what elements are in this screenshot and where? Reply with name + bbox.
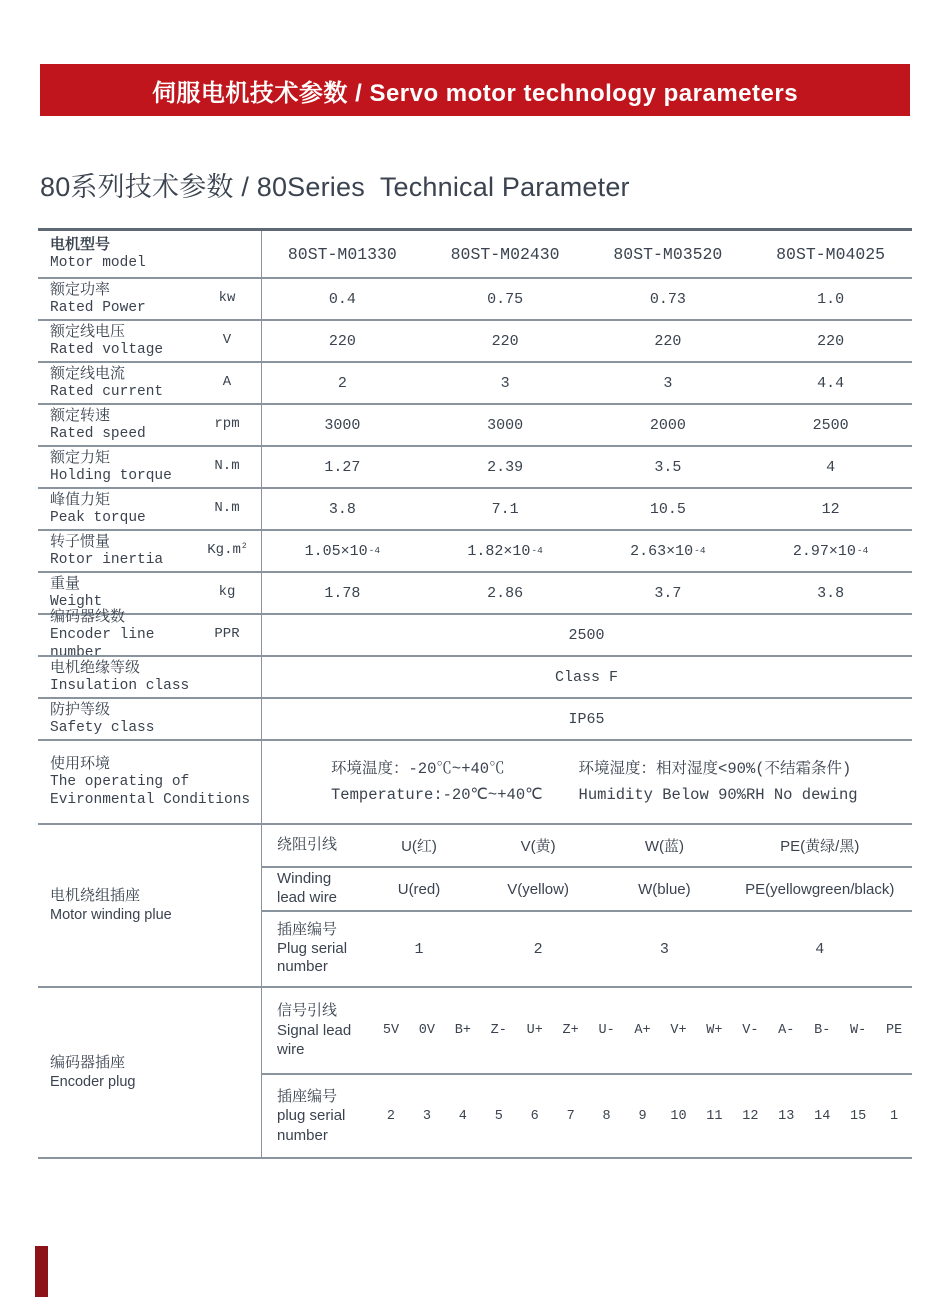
sub-row-label: 绕阻引线 bbox=[277, 836, 338, 854]
serial-value: 14 bbox=[814, 1108, 831, 1124]
row-label-cell bbox=[38, 531, 261, 571]
value-mantissa: 2.97×10 bbox=[792, 542, 856, 560]
winding-value: V(黄) bbox=[520, 838, 556, 855]
signal-value: V- bbox=[742, 1023, 759, 1038]
row-label-zh: 防护等级 bbox=[50, 700, 111, 718]
sub-row-label-en: Signal lead wire bbox=[277, 1021, 352, 1059]
row-label-en: Safety class bbox=[50, 720, 155, 737]
plug-serial-value: 3 bbox=[659, 940, 669, 958]
spec-row-rotor-inertia bbox=[38, 529, 912, 571]
value-cell: 3000 bbox=[487, 416, 524, 434]
humidity-zh: 环境湿度：相对湿度<90%(不结霜条件) bbox=[578, 760, 852, 779]
row-label-en: Rated current bbox=[50, 384, 164, 401]
spec-row-peak-torque bbox=[38, 487, 912, 529]
value-cell: 2 bbox=[337, 374, 347, 392]
footer-accent-bar bbox=[35, 1246, 48, 1297]
value-cell: 2.86 bbox=[487, 584, 524, 602]
encoder-rows bbox=[261, 988, 912, 1157]
row-label-en: Insulation class bbox=[50, 678, 190, 695]
serial-value: 10 bbox=[670, 1108, 687, 1124]
signal-value: Z+ bbox=[562, 1023, 579, 1038]
spec-row-rated-voltage bbox=[38, 319, 912, 361]
winding-value: V(yellow) bbox=[507, 880, 569, 898]
row-label-en: Peak torque bbox=[50, 510, 146, 527]
value-cell: 3.8 bbox=[817, 584, 845, 602]
signal-value: 0V bbox=[418, 1023, 435, 1038]
section-label-zh: 电机绕组插座 bbox=[50, 886, 141, 904]
row-label-en: The operating of Evironmental Conditions bbox=[50, 774, 251, 809]
winding-value: W(blue) bbox=[638, 880, 691, 898]
parameters-table bbox=[38, 228, 912, 1159]
serial-value: 3 bbox=[422, 1108, 431, 1124]
row-label-zh: 编码器线数 bbox=[50, 607, 126, 625]
value-cell: 2.63×10 -4 bbox=[630, 542, 706, 560]
row-label-en: Rated speed bbox=[50, 426, 146, 443]
section-label-en: Encoder plug bbox=[50, 1073, 136, 1090]
row-label-zh: 额定线电流 bbox=[50, 364, 126, 382]
row-label-cell bbox=[38, 321, 261, 361]
span-value-cell: Class F bbox=[554, 668, 618, 686]
row-unit bbox=[199, 542, 255, 560]
section-label-zh: 编码器插座 bbox=[50, 1053, 126, 1071]
spec-row-rated-speed bbox=[38, 403, 912, 445]
spec-row-rated-power bbox=[38, 277, 912, 319]
serial-value: 13 bbox=[778, 1108, 795, 1124]
row-label-en: Holding torque bbox=[50, 468, 172, 485]
row-label bbox=[50, 449, 199, 486]
banner-title: 伺服电机技术参数 / Servo motor technology parameters bbox=[151, 79, 799, 107]
winding-value: U(red) bbox=[397, 880, 441, 898]
row-unit: N.m bbox=[214, 458, 240, 475]
serial-value: 9 bbox=[638, 1108, 647, 1124]
row-label-zh: 电机绝缘等级 bbox=[50, 658, 141, 676]
plug-serial-value: 4 bbox=[815, 940, 825, 958]
winding-rows bbox=[261, 825, 912, 986]
signal-value: A+ bbox=[634, 1023, 651, 1038]
model-column-header: 80ST-M04025 bbox=[776, 244, 886, 264]
model-column-header: 80ST-M03520 bbox=[613, 244, 723, 264]
header-label-en: Motor model bbox=[50, 255, 146, 272]
signal-value: 5V bbox=[382, 1023, 400, 1038]
row-unit: N.m bbox=[214, 500, 240, 517]
value-cell: 220 bbox=[491, 332, 519, 350]
unit-superscript: 2 bbox=[241, 541, 247, 551]
row-label-cell bbox=[38, 699, 261, 739]
signal-value: PE bbox=[885, 1023, 903, 1038]
value-cell: 7.1 bbox=[491, 500, 519, 518]
value-cell: 10.5 bbox=[649, 500, 686, 518]
row-label-zh: 使用环境 bbox=[50, 754, 111, 772]
row-label bbox=[50, 701, 199, 738]
row-label-zh: 重量 bbox=[50, 574, 81, 592]
environment-row bbox=[38, 739, 912, 823]
row-label-zh: 峰值力矩 bbox=[50, 490, 111, 508]
serial-value: 12 bbox=[742, 1108, 759, 1124]
section-label-en: Motor winding plue bbox=[50, 906, 172, 923]
encoder-serial-row bbox=[261, 1073, 912, 1157]
value-cell: 220 bbox=[328, 332, 356, 350]
signal-value: Z- bbox=[490, 1023, 507, 1038]
signal-value: U- bbox=[598, 1023, 615, 1038]
serial-value: 1 bbox=[890, 1108, 899, 1124]
signal-value: B- bbox=[814, 1023, 831, 1038]
value-mantissa: 2.63×10 bbox=[630, 542, 694, 560]
signal-value: V+ bbox=[670, 1023, 687, 1038]
temperature-en: Temperature:-20℃~+40℃ bbox=[331, 785, 543, 804]
winding-value: U(红) bbox=[401, 838, 437, 855]
serial-value: 7 bbox=[566, 1108, 575, 1124]
humidity-en: Humidity Below 90%RH No dewing bbox=[578, 785, 858, 804]
serial-value: 6 bbox=[530, 1108, 539, 1124]
sub-row-label-zh: 插座编号 bbox=[277, 1087, 338, 1105]
spec-row-encoder-line-number bbox=[38, 607, 912, 662]
spec-row-rated-current bbox=[38, 361, 912, 403]
header-banner bbox=[40, 64, 910, 116]
row-label bbox=[50, 659, 199, 696]
sub-row-label bbox=[261, 1001, 373, 1060]
humidity-block bbox=[579, 759, 858, 804]
section-label-cell bbox=[38, 988, 261, 1157]
row-label-en: Encoder line number bbox=[50, 627, 155, 662]
signal-value: U+ bbox=[526, 1023, 543, 1038]
value-cell: 3.5 bbox=[654, 458, 682, 476]
row-label-zh: 转子惯量 bbox=[50, 532, 111, 550]
page-title: 80系列技术参数 / 80Series Technical Parameter bbox=[40, 172, 630, 202]
signal-value: A- bbox=[778, 1023, 795, 1038]
winding-wire-zh-row bbox=[261, 825, 912, 866]
row-label bbox=[50, 575, 199, 612]
temperature-block bbox=[331, 759, 543, 804]
value-mantissa: 1.82×10 bbox=[467, 542, 531, 560]
row-label-cell bbox=[38, 657, 261, 697]
header-label-zh: 电机型号 bbox=[50, 235, 111, 253]
value-cell: 220 bbox=[817, 332, 845, 350]
value-cell: 12 bbox=[821, 500, 840, 518]
row-label-en: Weight bbox=[50, 594, 103, 611]
row-label bbox=[50, 365, 199, 402]
signal-value: W+ bbox=[706, 1023, 723, 1038]
row-unit: rpm bbox=[214, 416, 240, 433]
serial-value: 11 bbox=[706, 1108, 723, 1124]
model-column-header: 80ST-M01330 bbox=[287, 244, 397, 264]
row-unit: V bbox=[222, 332, 232, 349]
signal-value: W- bbox=[850, 1023, 867, 1038]
winding-value: W(蓝) bbox=[644, 838, 684, 855]
sub-row-label: Winding lead wire bbox=[277, 870, 338, 906]
value-cell: 2500 bbox=[812, 416, 849, 434]
row-label-zh: 额定转速 bbox=[50, 406, 111, 424]
winding-value: PE(yellowgreen/black) bbox=[745, 880, 895, 898]
row-label-zh: 额定力矩 bbox=[50, 448, 111, 466]
sub-row-label-zh: 插座编号 bbox=[277, 920, 338, 938]
value-cell: 3.8 bbox=[328, 500, 356, 518]
value-cell: 0.73 bbox=[649, 290, 686, 308]
unit-base: Kg.m bbox=[207, 542, 241, 559]
value-cell: 3.7 bbox=[654, 584, 682, 602]
sub-row-label-en: plug serial number bbox=[277, 1107, 346, 1144]
value-cell: 1.0 bbox=[817, 290, 845, 308]
plug-serial-value: 1 bbox=[414, 940, 424, 958]
value-cell: 3 bbox=[500, 374, 510, 392]
serial-value: 5 bbox=[494, 1108, 503, 1124]
row-unit: kg bbox=[218, 584, 236, 601]
value-cell: 4 bbox=[826, 458, 836, 476]
row-label bbox=[50, 281, 199, 318]
winding-wire-en-row bbox=[261, 866, 912, 910]
row-label-cell bbox=[38, 741, 261, 823]
signal-lead-wire-row bbox=[261, 988, 912, 1073]
value-cell: 1.82×10 -4 bbox=[467, 542, 543, 560]
value-cell: 2000 bbox=[649, 416, 686, 434]
value-cell: 220 bbox=[654, 332, 682, 350]
winding-value: PE(黄绿/黑) bbox=[780, 838, 860, 855]
row-label-en: Rated Power bbox=[50, 300, 146, 317]
row-label-zh: 额定功率 bbox=[50, 280, 111, 298]
sub-row-label bbox=[261, 921, 363, 977]
row-unit: PPR bbox=[214, 626, 240, 643]
value-cell: 3 bbox=[663, 374, 673, 392]
value-cell: 4.4 bbox=[817, 374, 845, 392]
value-cell: 3000 bbox=[324, 416, 361, 434]
table-header-row bbox=[38, 231, 912, 277]
plug-serial-value: 2 bbox=[533, 940, 543, 958]
value-cell: 0.75 bbox=[487, 290, 524, 308]
row-label-cell bbox=[38, 279, 261, 319]
row-unit: A bbox=[222, 374, 232, 391]
table-vertical-divider bbox=[261, 231, 262, 1157]
spec-row-holding-torque bbox=[38, 445, 912, 487]
row-label-cell bbox=[38, 405, 261, 445]
row-label bbox=[50, 491, 199, 528]
value-cell: 1.78 bbox=[324, 584, 361, 602]
value-cell: 1.05×10 -4 bbox=[304, 542, 381, 560]
value-cell: 2.97×10 -4 bbox=[792, 542, 869, 560]
motor-winding-section bbox=[38, 823, 912, 986]
row-label-zh: 额定线电压 bbox=[50, 322, 126, 340]
row-label bbox=[50, 407, 199, 444]
span-value-cell: 2500 bbox=[568, 626, 605, 644]
serial-value: 4 bbox=[458, 1108, 467, 1124]
spec-row-insulation-class bbox=[38, 655, 912, 697]
serial-value: 8 bbox=[602, 1108, 611, 1124]
encoder-plug-section bbox=[38, 986, 912, 1157]
value-cell: 1.27 bbox=[324, 458, 361, 476]
header-label-cell bbox=[38, 231, 261, 277]
signal-value: B+ bbox=[454, 1023, 471, 1038]
row-label bbox=[50, 323, 199, 360]
spec-row-safety-class bbox=[38, 697, 912, 739]
value-mantissa: 1.05×10 bbox=[304, 542, 368, 560]
row-label-en: Rated voltage bbox=[50, 342, 164, 359]
winding-serial-row bbox=[261, 910, 912, 986]
temperature-zh: 环境温度：-20℃~+40℃ bbox=[331, 760, 505, 779]
model-column-header: 80ST-M02430 bbox=[450, 244, 560, 264]
row-label bbox=[50, 533, 199, 570]
row-label-cell bbox=[38, 489, 261, 529]
row-label-cell bbox=[38, 607, 261, 662]
row-unit: kw bbox=[218, 290, 236, 307]
sub-row-label-zh: 信号引线 bbox=[277, 1002, 338, 1020]
environment-values bbox=[261, 741, 912, 823]
row-label-cell bbox=[38, 447, 261, 487]
row-label-cell bbox=[38, 363, 261, 403]
row-label-en: Rotor inertia bbox=[50, 552, 164, 569]
sub-row-label bbox=[261, 1087, 373, 1146]
serial-value: 2 bbox=[386, 1108, 396, 1124]
section-label-cell bbox=[38, 825, 261, 986]
sub-row-label-en: Plug serial number bbox=[277, 939, 348, 976]
value-cell: 2.39 bbox=[487, 458, 524, 476]
value-cell: 0.4 bbox=[328, 290, 356, 308]
span-value-cell: IP65 bbox=[568, 710, 605, 728]
serial-value: 15 bbox=[850, 1108, 867, 1124]
